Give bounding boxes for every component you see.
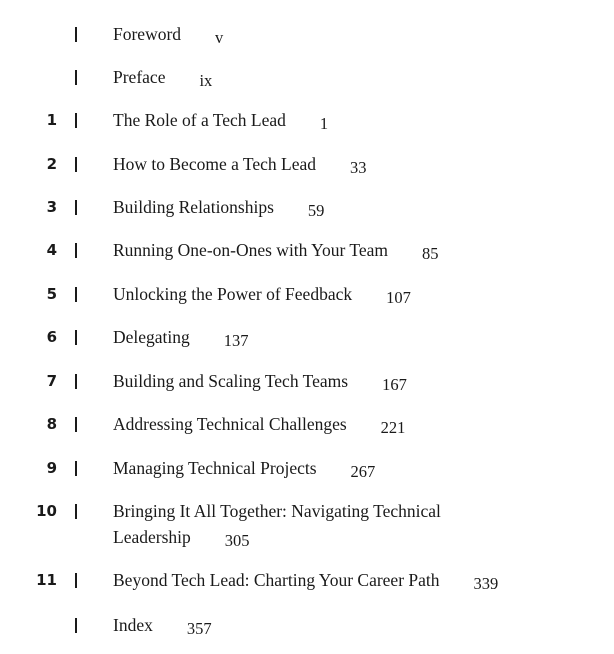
separator-bar	[75, 618, 77, 633]
chapter-number: 11	[36, 571, 57, 589]
chapter-number: 2	[46, 155, 57, 173]
page-number: 357	[186, 619, 212, 638]
entry-title-text: Delegating	[113, 327, 190, 347]
chapter-number: 7	[46, 372, 57, 390]
entry-title-text: Building Relationships	[113, 197, 274, 217]
entry-title-text: Running One-on-Ones with Your Team	[113, 240, 389, 260]
page-number: 267	[350, 462, 376, 481]
separator-bar	[75, 200, 77, 215]
entry-title-text: Preface	[113, 67, 166, 87]
toc-entry-title[interactable]	[113, 151, 603, 178]
page-number: 33	[350, 158, 367, 177]
separator-bar	[75, 417, 77, 432]
separator-bar	[75, 504, 77, 519]
toc-entry-title[interactable]	[113, 498, 533, 551]
entry-title-text: How to Become a Tech Lead	[113, 154, 317, 174]
page-number: 107	[386, 288, 411, 307]
toc-entry-title[interactable]	[113, 194, 603, 221]
page-number: 305	[224, 531, 250, 550]
toc-entry-title[interactable]	[113, 612, 603, 639]
separator-bar	[75, 27, 77, 42]
toc-entry-title[interactable]	[113, 324, 603, 351]
toc-entry-title[interactable]	[113, 237, 603, 264]
entry-title-text: Addressing Technical Challenges	[113, 414, 347, 434]
toc-entry-title[interactable]	[113, 455, 603, 482]
entry-title-text: Beyond Tech Lead: Charting Your Career Path	[113, 570, 440, 590]
entry-title-text: Foreword	[113, 24, 182, 44]
chapter-number: 1	[46, 111, 57, 129]
toc-entry-title[interactable]	[113, 567, 603, 594]
chapter-number: 4	[46, 241, 57, 259]
entry-title-text: Building and Scaling Tech Teams	[113, 371, 349, 391]
toc-entry-title[interactable]	[113, 107, 603, 134]
toc-entry-title[interactable]	[113, 368, 603, 395]
separator-bar	[75, 461, 77, 476]
entry-title-text: The Role of a Tech Lead	[113, 110, 286, 130]
page-number: 59	[307, 201, 325, 220]
chapter-number: 10	[36, 502, 57, 520]
separator-bar	[75, 573, 77, 588]
page-number: 221	[380, 418, 406, 437]
chapter-number: 8	[46, 415, 57, 433]
chapter-number: 9	[46, 459, 57, 477]
page-number: 167	[382, 375, 407, 394]
page-number: v	[215, 28, 224, 47]
entry-title-text: Index	[113, 615, 153, 635]
entry-title-text: Bringing It All Together: Navigating Technical Leadership	[113, 501, 441, 547]
separator-bar	[75, 70, 77, 85]
chapter-number: 3	[46, 198, 57, 216]
toc-entry-title[interactable]	[113, 64, 603, 91]
page-number: ix	[199, 71, 213, 90]
separator-bar	[75, 374, 77, 389]
entry-title-text: Unlocking the Power of Feedback	[113, 284, 353, 304]
page-number: 1	[319, 114, 329, 133]
separator-bar	[75, 287, 77, 302]
chapter-number: 6	[46, 328, 57, 346]
separator-bar	[75, 157, 77, 172]
page-number: 137	[223, 331, 249, 350]
page-number: 85	[422, 244, 439, 263]
entry-title-text: Managing Technical Projects	[113, 458, 317, 478]
separator-bar	[75, 243, 77, 258]
page-number: 339	[473, 574, 499, 593]
chapter-number: 5	[46, 285, 57, 303]
toc-entry-title[interactable]	[113, 411, 603, 438]
separator-bar	[75, 113, 77, 128]
toc-entry-title[interactable]	[113, 281, 603, 308]
separator-bar	[75, 330, 77, 345]
toc-entry-title[interactable]	[113, 21, 603, 48]
